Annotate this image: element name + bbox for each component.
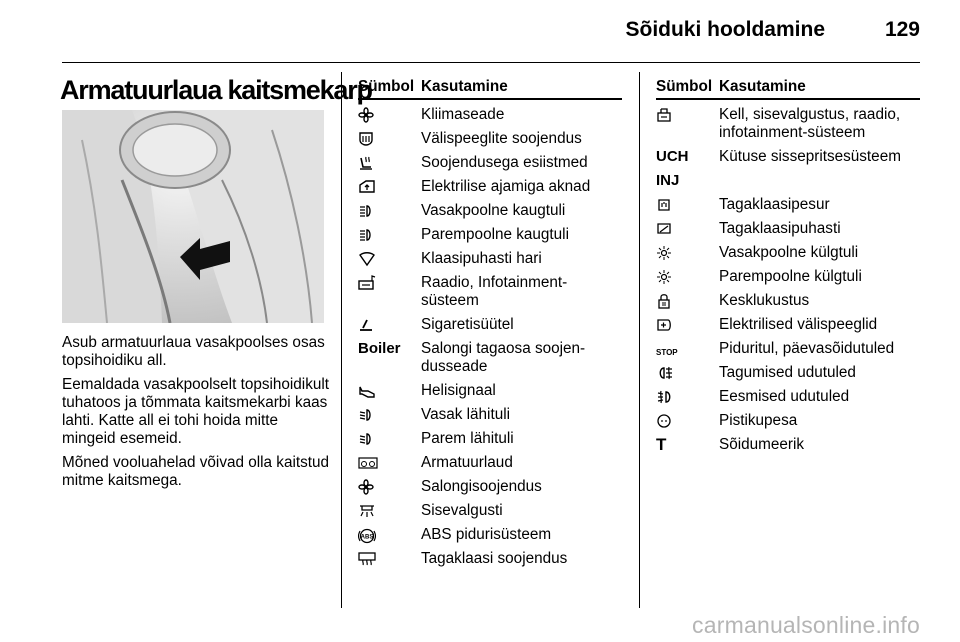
page-header-title: Sõiduki hooldamine bbox=[625, 18, 825, 41]
tachograph-label: T bbox=[656, 435, 667, 454]
fuse-table-left bbox=[358, 78, 622, 568]
stop-label: STOP bbox=[656, 348, 678, 357]
table-row bbox=[656, 244, 920, 262]
row-description: Tagaklaasipuhasti bbox=[719, 220, 841, 237]
cigarette-lighter-icon bbox=[358, 317, 374, 333]
column-divider-right bbox=[639, 72, 640, 608]
central-lock-icon bbox=[656, 293, 672, 309]
table-row bbox=[656, 292, 920, 310]
low-beam-right-icon bbox=[358, 431, 374, 447]
table-row bbox=[358, 226, 622, 244]
section-body bbox=[62, 334, 330, 496]
uch-label: UCH bbox=[656, 148, 689, 165]
wiper-icon bbox=[358, 251, 376, 267]
row-description: Eesmised udutuled bbox=[719, 388, 850, 405]
electric-mirror-icon bbox=[656, 317, 672, 333]
rear-washer-icon bbox=[656, 197, 672, 213]
row-description: Vasakpoolne kaugtuli bbox=[421, 202, 566, 219]
table-row bbox=[358, 274, 622, 310]
interior-light-icon bbox=[358, 503, 376, 519]
row-description: Vasak lähituli bbox=[421, 406, 510, 423]
row-description: Klaasipuhasti hari bbox=[421, 250, 542, 267]
table-row bbox=[656, 148, 920, 166]
horn-icon bbox=[358, 383, 376, 399]
table-row bbox=[358, 130, 622, 148]
side-light-right-icon bbox=[656, 269, 672, 285]
header-rule bbox=[62, 62, 920, 63]
table-row bbox=[656, 388, 920, 406]
row-description: Kütuse sissepritsesüsteem bbox=[719, 148, 901, 165]
svg-text:ABS: ABS bbox=[360, 534, 374, 541]
radio-icon bbox=[358, 275, 376, 291]
power-window-icon bbox=[358, 179, 376, 195]
fuse-table-right bbox=[656, 78, 920, 454]
table-row bbox=[656, 340, 920, 358]
table-row bbox=[656, 172, 920, 190]
symbol-header: Sümbol bbox=[358, 78, 415, 95]
paragraph-instructions: Eemaldada vasakpoolselt topsihoidikult tuhatoos ja tõmmata kaitsmekarbi kaas lahti. Katte all ei tohi hoida mitte mingeid esemeid. bbox=[62, 376, 330, 447]
row-description: Salongi tagaosa soojen-dusseade bbox=[421, 340, 586, 375]
boiler-label: Boiler bbox=[358, 340, 401, 357]
table-row bbox=[656, 268, 920, 286]
page-number: 129 bbox=[884, 18, 920, 41]
table-row bbox=[358, 502, 622, 520]
table-row bbox=[656, 106, 920, 142]
table-row bbox=[656, 364, 920, 382]
table-row bbox=[358, 154, 622, 172]
abs-icon bbox=[358, 527, 376, 545]
high-beam-right-icon bbox=[358, 227, 374, 243]
column-divider-left bbox=[341, 72, 342, 608]
paragraph-location: Asub armatuurlaua vasakpoolses osas topsihoidiku all. bbox=[62, 334, 325, 369]
row-description: Tagaklaasipesur bbox=[719, 196, 830, 213]
rear-window-heating-icon bbox=[358, 551, 376, 567]
table-row bbox=[358, 430, 622, 448]
row-description: Elektrilised välispeeglid bbox=[719, 316, 878, 333]
high-beam-left-icon bbox=[358, 203, 374, 219]
table-row bbox=[358, 178, 622, 196]
front-fog-icon bbox=[656, 389, 674, 405]
table-header bbox=[358, 78, 622, 100]
table-row bbox=[656, 196, 920, 214]
row-description: Välispeeglite soojendus bbox=[421, 130, 582, 147]
row-description: Salongisoojendus bbox=[421, 478, 542, 495]
row-description: Kliimaseade bbox=[421, 106, 505, 123]
table-row bbox=[358, 526, 622, 544]
table-row bbox=[358, 478, 622, 496]
row-description: Helisignaal bbox=[421, 382, 496, 399]
usage-header: Kasutamine bbox=[421, 78, 508, 95]
row-description: Piduritul, päevasõidutuled bbox=[719, 340, 895, 357]
fan-icon bbox=[358, 107, 374, 123]
table-row bbox=[358, 406, 622, 424]
heated-seat-icon bbox=[358, 155, 374, 171]
table-row bbox=[358, 550, 622, 568]
row-description: Tagaklaasi soojendus bbox=[421, 550, 568, 567]
table-row bbox=[656, 436, 920, 454]
rear-fog-icon bbox=[656, 365, 674, 381]
table-row bbox=[358, 382, 622, 400]
table-row bbox=[358, 250, 622, 268]
row-description: Pistikupesa bbox=[719, 412, 798, 429]
rear-wiper-icon bbox=[656, 221, 672, 237]
watermark: carmanualsonline.info bbox=[692, 612, 920, 638]
row-description: Sigaretisüütel bbox=[421, 316, 514, 333]
table-row bbox=[656, 412, 920, 430]
section-title: Armatuurlaua kaitsmekarp bbox=[60, 75, 372, 105]
row-description: ABS pidurisüsteem bbox=[421, 526, 552, 543]
row-description: Parem lähituli bbox=[421, 430, 514, 447]
table-row bbox=[656, 316, 920, 334]
mirror-heating-icon bbox=[358, 131, 374, 147]
table-header bbox=[656, 78, 920, 100]
row-description: Vasakpoolne külgtuli bbox=[719, 244, 859, 261]
table-row bbox=[656, 220, 920, 238]
table-row bbox=[358, 106, 622, 124]
table-row bbox=[358, 202, 622, 220]
row-description: Sisevalgusti bbox=[421, 502, 503, 519]
table-row bbox=[358, 316, 622, 334]
interior-heating-icon bbox=[358, 479, 374, 495]
fuse-box-photo bbox=[62, 110, 324, 323]
row-description: Raadio, Infotainment-süsteem bbox=[421, 274, 568, 309]
table-row bbox=[358, 454, 622, 472]
paragraph-note: Mõned vooluahelad võivad olla kaitstud mitme kaitsmega. bbox=[62, 454, 330, 489]
low-beam-left-icon bbox=[358, 407, 374, 423]
instrument-panel-icon bbox=[358, 455, 378, 471]
row-description: Sõidumeerik bbox=[719, 436, 805, 453]
inj-label: INJ bbox=[656, 172, 680, 189]
clock-icon bbox=[656, 107, 672, 123]
row-description: Kell, sisevalgustus, raadio, infotainment-süsteem bbox=[719, 106, 901, 141]
symbol-header: Sümbol bbox=[656, 78, 713, 95]
socket-icon bbox=[656, 413, 672, 429]
row-description: Parempoolne kaugtuli bbox=[421, 226, 569, 243]
side-light-left-icon bbox=[656, 245, 672, 261]
row-description: Tagumised udutuled bbox=[719, 364, 856, 381]
row-description: Soojendusega esiistmed bbox=[421, 154, 588, 171]
table-row bbox=[358, 340, 622, 376]
usage-header: Kasutamine bbox=[719, 78, 806, 95]
row-description: Kesklukustus bbox=[719, 292, 810, 309]
row-description: Parempoolne külgtuli bbox=[719, 268, 862, 285]
row-description: Elektrilise ajamiga aknad bbox=[421, 178, 591, 195]
row-description: Armatuurlaud bbox=[421, 454, 513, 471]
